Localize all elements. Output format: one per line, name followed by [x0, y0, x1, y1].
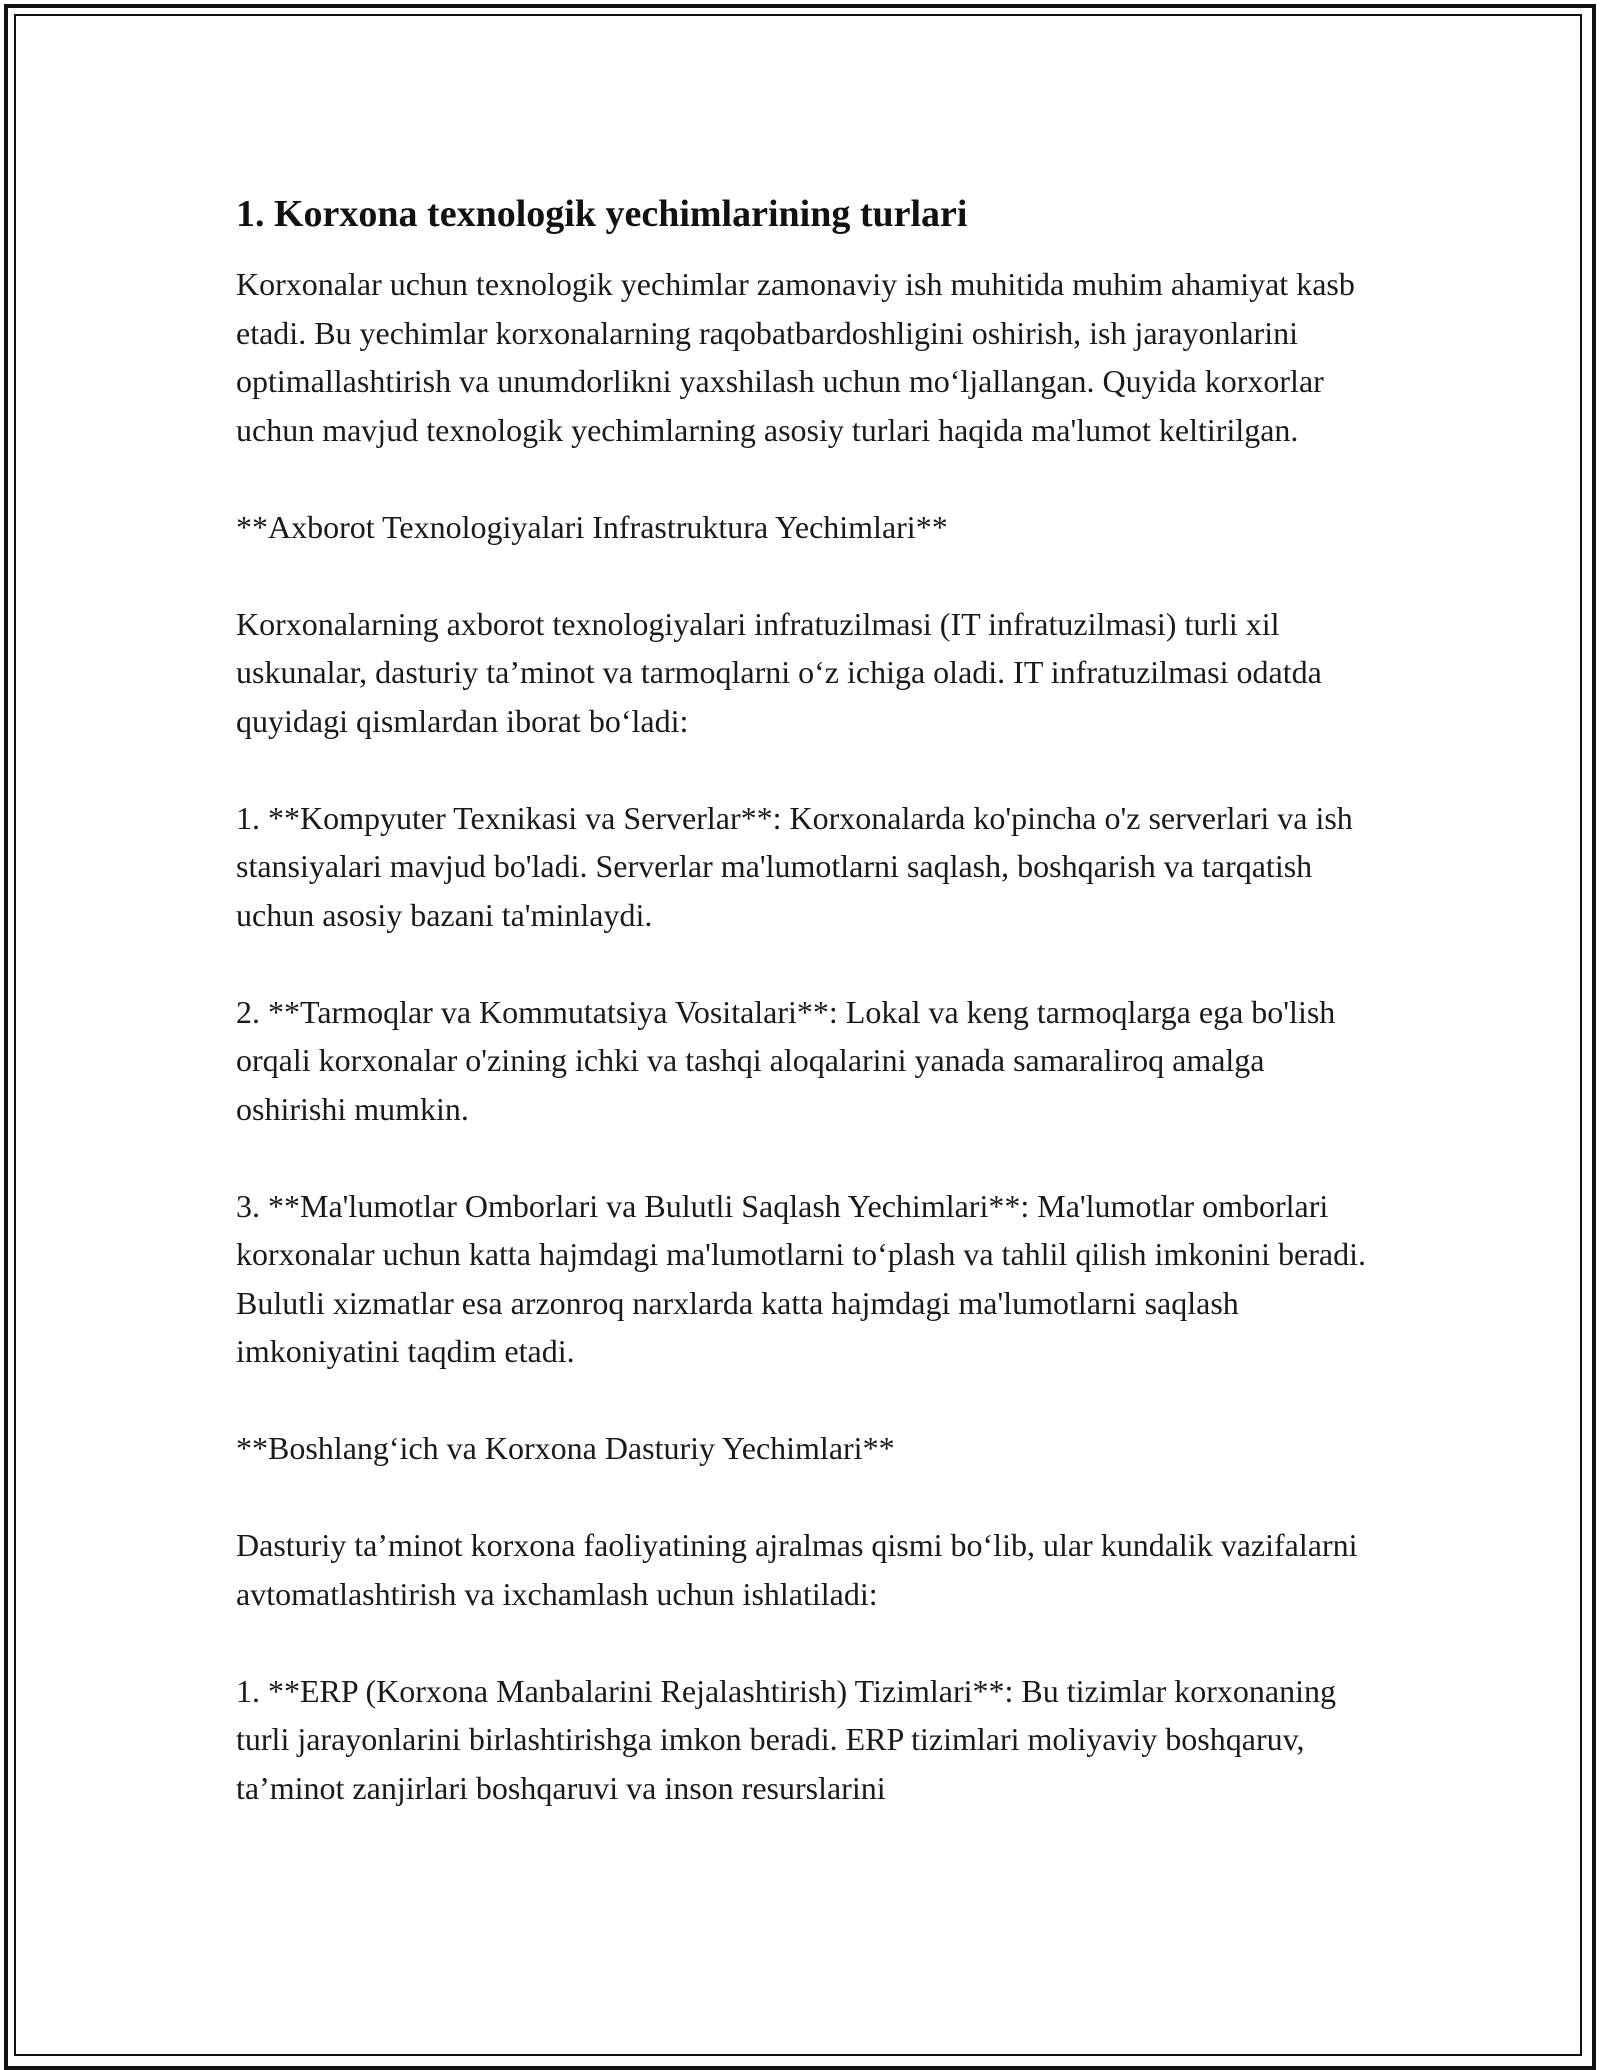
list-item-computer-servers: 1. **Kompyuter Texnikasi va Serverlar**: Korxonalarda ko'pincha o'z serverlari va ish stansiyalari mavjud bo'ladi. Serverlar ma'lumotlarni saqlash, boshqarish va tarqatish uchun asosiy bazani ta'minlaydi. [236, 799, 1353, 933]
list-item-erp: 1. **ERP (Korxona Manbalarini Rejalashtirish) Tizimlari**: Bu tizimlar korxonaning turli jarayonlarini birlashtirishga imkon beradi. ERP tizimlari moliyaviy boshqaruv, ta’minot zanjirlari boshqaruvi va inson resurslarini [236, 1672, 1336, 1806]
section-heading-software: **Boshlang‘ich va Korxona Dasturiy Yechimlari** [236, 1430, 895, 1466]
document-body [236, 186, 1376, 1861]
section-heading-it-infrastructure: **Axborot Texnologiyalari Infrastruktura Yechimlari** [236, 508, 948, 545]
paragraph-software: Dasturiy ta’minot korxona faoliyatining ajralmas qismi bo‘lib, ular kundalik vazifalarni avtomatlashtirish va ixchamlash uchun ishlatiladi: [236, 1527, 1358, 1612]
list-item-data-storage: 3. **Ma'lumotlar Omborlari va Bulutli Saqlash Yechimlari**: Ma'lumotlar omborlari korxonalar uchun katta hajmdagi ma'lumotlarni to‘plash va tahlil qilish imkonini beradi. Bulutli xizmatlar esa arzonroq narxlarda katta hajmdagi ma'lumotlarni saqlash imkoniyatini taqdim etadi. [236, 1187, 1366, 1369]
list-item-networks: 2. **Tarmoqlar va Kommutatsiya Vositalari**: Lokal va keng tarmoqlarga ega bo'lish orqali korxonalar o'zining ichki va tashqi aloqalarini yanada samaraliroq amalga oshirishi mumkin. [236, 993, 1336, 1127]
paragraph-it-infrastructure: Korxonalarning axborot texnologiyalari infratuzilmasi (IT infratuzilmasi) turli xil uskunalar, dasturiy ta’minot va tarmoqlarni o‘z ichiga oladi. IT infratuzilmasi odatda quyidagi qismlardan iborat bo‘ladi: [236, 605, 1322, 739]
paragraph-intro: Korxonalar uchun texnologik yechimlar zamonaviy ish muhitida muhim ahamiyat kasb etadi. Bu yechimlar korxonalarning raqobatbardoshligini oshirish, ish jarayonlarini optimallashtirish va unumdorlikni yaxshilash uchun mo‘ljallangan. Quyida korxorlar uchun mavjud texnologik yechimlarning asosiy turlari haqida ma'lumot keltirilgan. [236, 266, 1355, 448]
document-title: 1. Korxona texnologik yechimlarining turlari [236, 193, 968, 235]
